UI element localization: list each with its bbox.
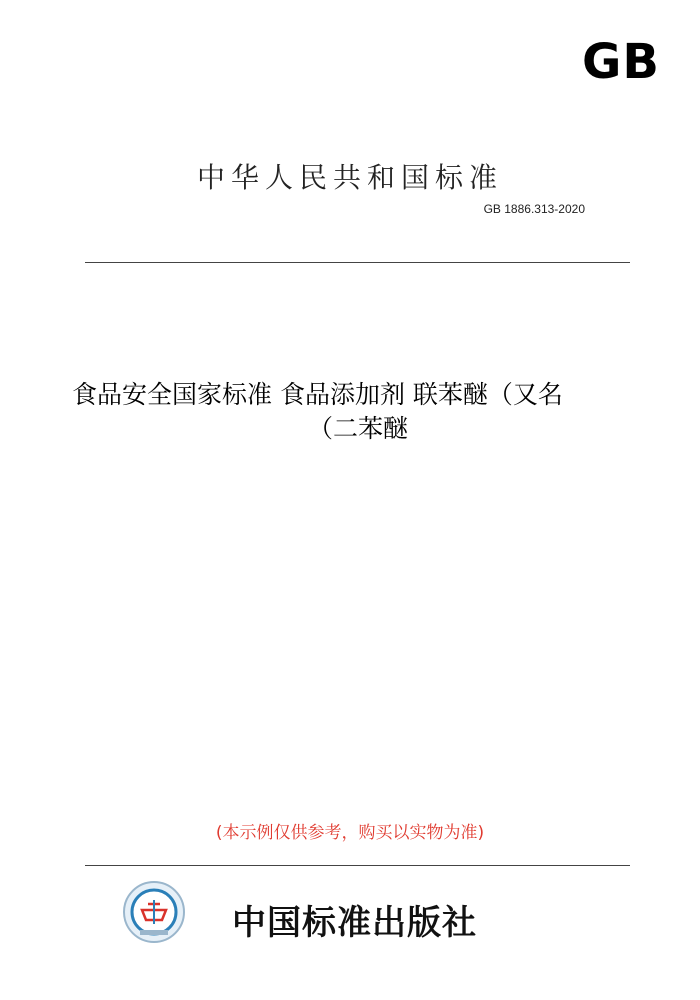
standard-category-heading: 中华人民共和国标准 (196, 161, 503, 194)
publisher-seal-icon (122, 880, 186, 944)
document-title-line-2: （二苯醚 (308, 414, 409, 443)
sample-disclaimer: (本示例仅供参考，购买以实物为准) (215, 823, 485, 843)
top-divider (85, 262, 630, 263)
gb-logo: GB (582, 34, 660, 90)
publisher-name: 中国标准出版社 (232, 903, 477, 943)
standard-number: GB 1886.313-2020 (483, 202, 585, 216)
document-title-line-1: 食品安全国家标准 食品添加剂 联苯醚（又名 (72, 380, 563, 409)
bottom-divider (85, 865, 630, 866)
document-title (40, 378, 700, 446)
